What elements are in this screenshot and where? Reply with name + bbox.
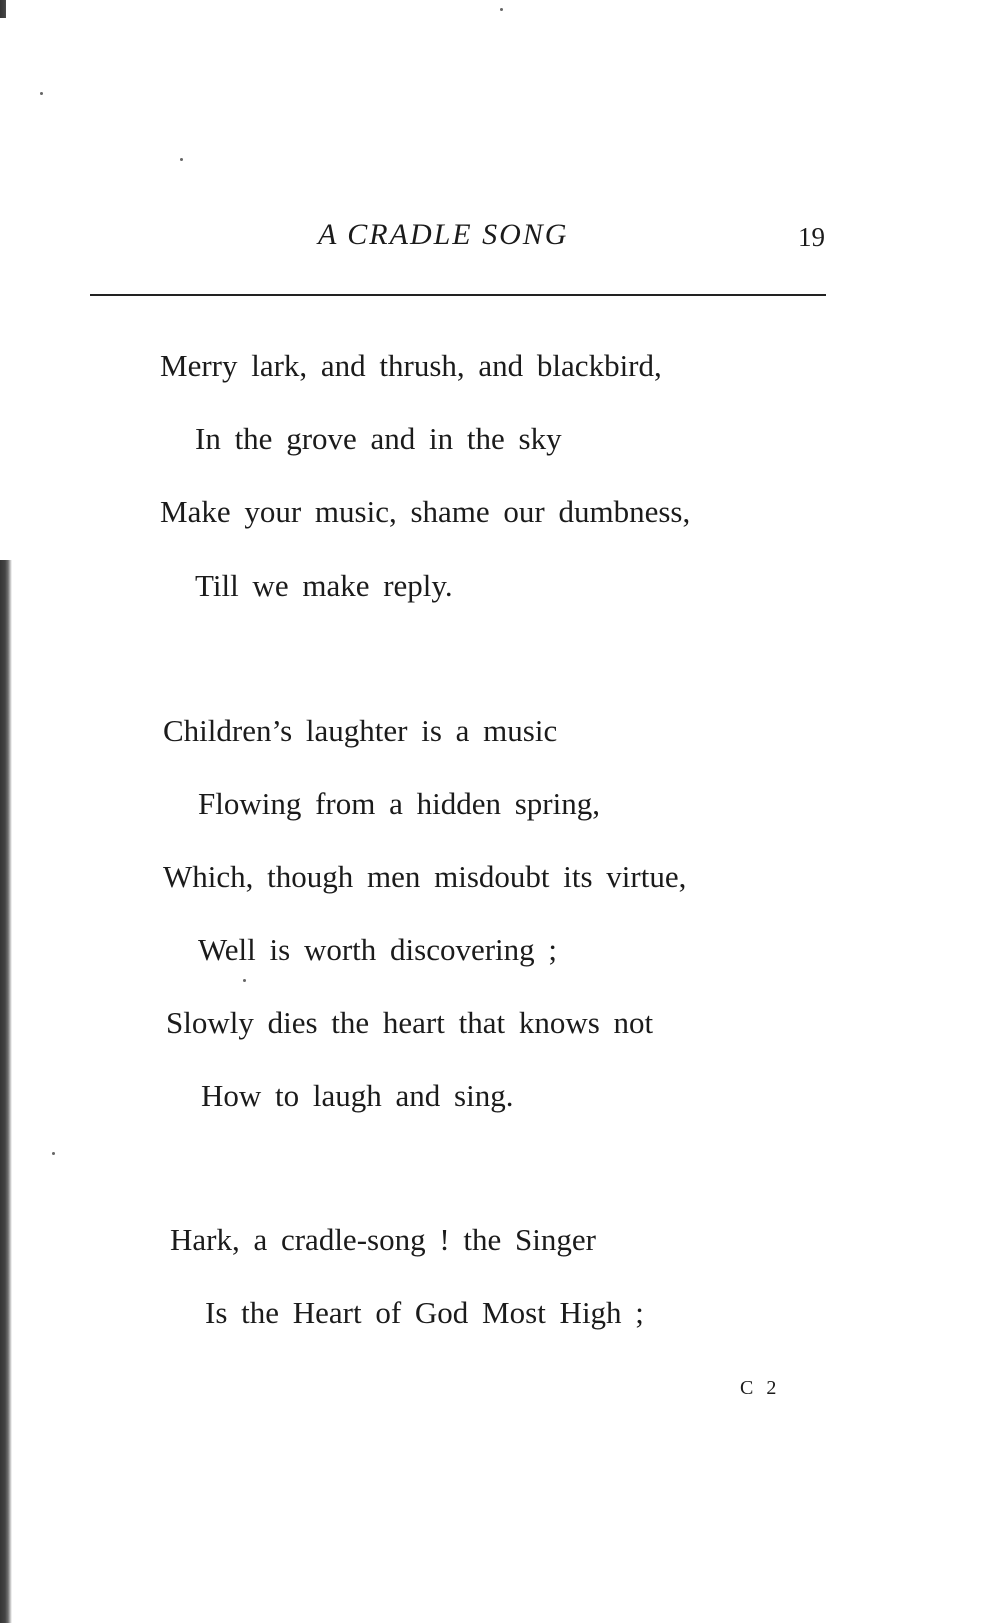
binding-edge [0, 560, 12, 1623]
running-head [0, 218, 1000, 258]
scan-speck [180, 158, 183, 161]
binding-edge-top [0, 0, 6, 18]
poem-line: Children’s laughter is a music [163, 713, 558, 748]
poem-line: Which, though men misdoubt its virtue, [163, 859, 687, 894]
poem-line: Is the Heart of God Most High ; [205, 1295, 644, 1330]
scan-speck [500, 8, 503, 11]
poem-line: Hark, a cradle-song ! the Singer [170, 1222, 596, 1257]
scan-speck [52, 1152, 55, 1155]
poem-line: How to laugh and sing. [201, 1078, 514, 1113]
header-rule [90, 294, 826, 296]
poem-line: In the grove and in the sky [195, 421, 562, 456]
poem-line: Slowly dies the heart that knows not [166, 1005, 654, 1040]
signature-mark: C 2 [740, 1377, 781, 1399]
page-number: 19 [798, 222, 825, 252]
poem-line: Make your music, shame our dumbness, [160, 494, 691, 529]
scan-speck [40, 92, 43, 95]
running-title: A CRADLE SONG [318, 218, 569, 251]
poem-line: Till we make reply. [195, 568, 453, 603]
poem-line: Merry lark, and thrush, and blackbird, [160, 348, 662, 383]
poem-line: Flowing from a hidden spring, [198, 786, 600, 821]
scan-speck [243, 979, 246, 982]
poem-line: Well is worth discovering ; [198, 932, 558, 967]
